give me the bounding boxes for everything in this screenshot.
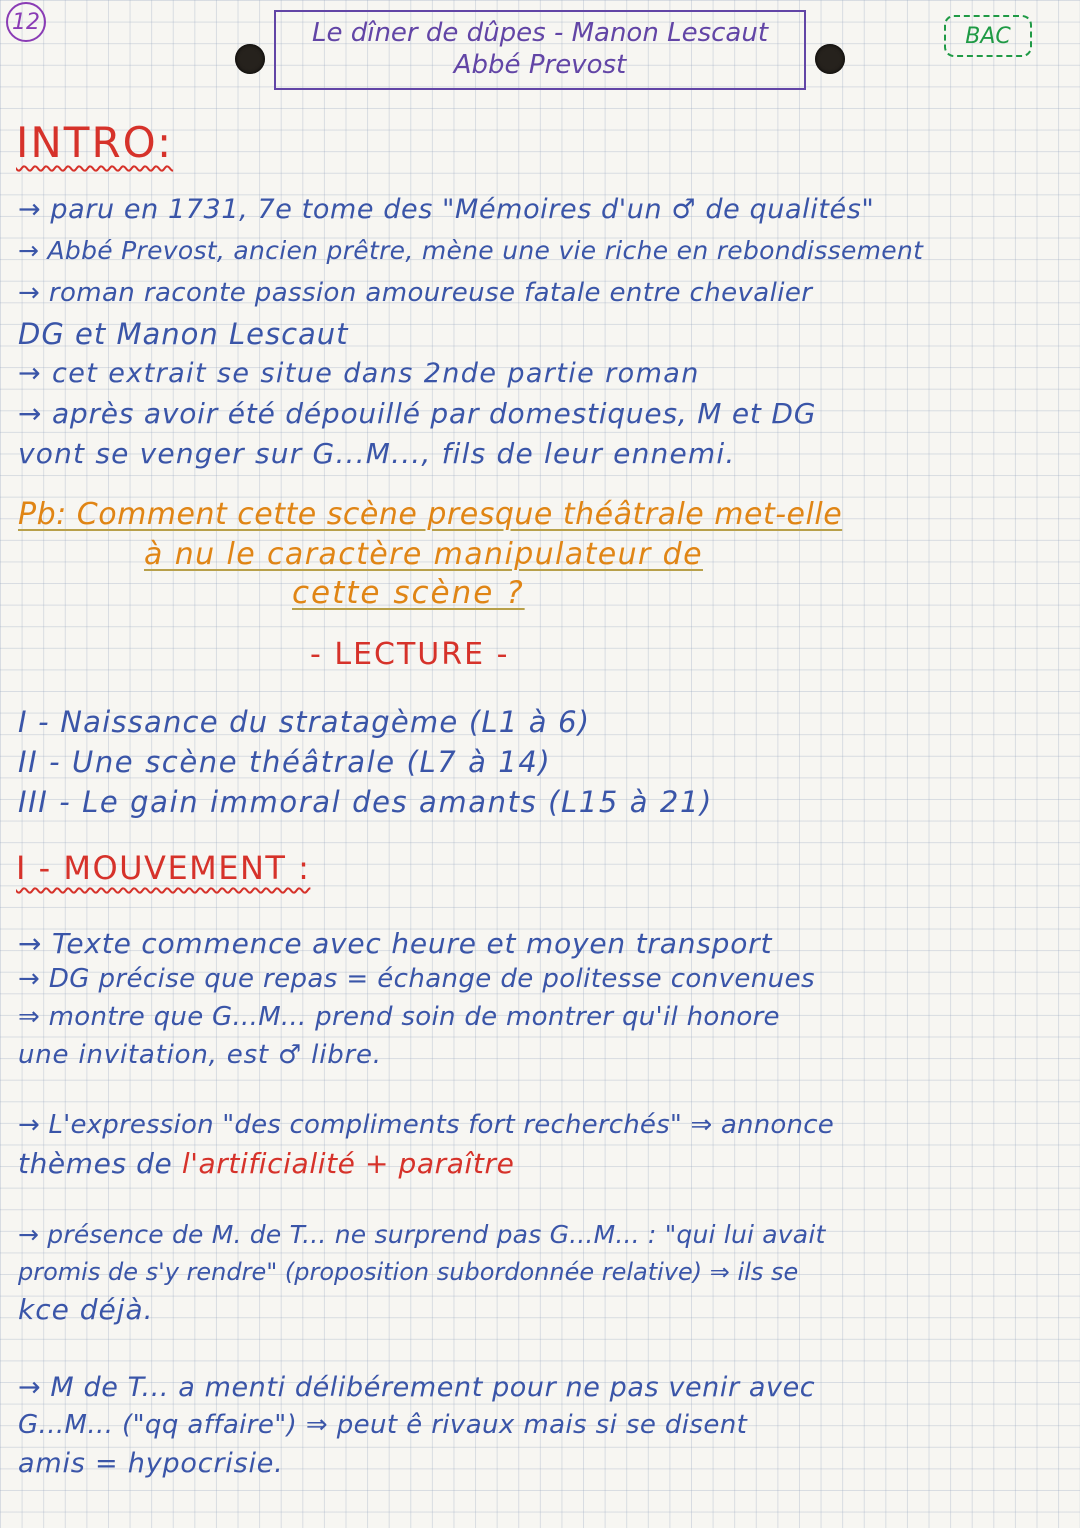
movement-line-1: → Texte commence avec heure et moyen transport — [18, 927, 773, 960]
intro-heading: INTRO: — [16, 118, 174, 167]
reading-label: - LECTURE - — [310, 637, 510, 672]
intro-line-1: → paru en 1731, 7e tome des "Mémoires d'un ♂ de qualités" — [18, 194, 875, 225]
movement-presence-line-3: kce déjà. — [18, 1293, 154, 1326]
movement-presence-line-2: promis de s'y rendre" (proposition subordonnée relative) ⇒ ils se — [18, 1258, 799, 1286]
title-line-1: Le dîner de dûpes - Manon Lescaut — [311, 18, 769, 48]
intro-line-6: → après avoir été dépouillé par domestiques, M et DG — [18, 397, 817, 430]
bac-badge-label: BAC — [965, 23, 1011, 49]
title-box — [274, 10, 806, 90]
intro-line-4: DG et Manon Lescaut — [18, 317, 349, 351]
binder-hole-right — [815, 44, 845, 74]
movement-expression-line-1: → L'expression "des compliments fort recherchés" ⇒ annonce — [18, 1110, 834, 1140]
movement-expression-prefix: thèmes de — [18, 1147, 182, 1180]
problematic-line-2: à nu le caractère manipulateur de — [144, 537, 703, 572]
movement-presence-line-1: → présence de M. de T... ne surprend pas G...M... : "qui lui avait — [18, 1220, 826, 1249]
intro-line-3: → roman raconte passion amoureuse fatale entre chevalier — [18, 278, 813, 308]
movement-line-3: ⇒ montre que G...M... prend soin de montrer qu'il honore — [18, 1002, 780, 1032]
plan-item-3: III - Le gain immoral des amants (L15 à 21) — [18, 785, 713, 819]
bac-badge — [944, 15, 1032, 57]
movement-lie-line-3: amis = hypocrisie. — [18, 1448, 284, 1479]
binder-hole-left — [235, 44, 265, 74]
problematic-line-1: Pb: Comment cette scène presque théâtrale met-elle — [18, 497, 843, 532]
intro-line-2: → Abbé Prevost, ancien prêtre, mène une vie riche en rebondissement — [18, 236, 924, 265]
movement-expression-highlight: l'artificialité + paraître — [181, 1147, 515, 1180]
movement-lie-line-2: G...M... ("qq affaire") ⇒ peut ê rivaux mais si se disent — [18, 1410, 748, 1440]
movement-expression-line-2 — [18, 1147, 515, 1180]
plan-item-2: II - Une scène théâtrale (L7 à 14) — [18, 745, 552, 779]
note-number-circle — [6, 2, 46, 42]
note-number: 12 — [12, 9, 40, 35]
movement-lie-line-1: → M de T... a menti délibérement pour ne pas venir avec — [18, 1372, 816, 1403]
movement-line-4: une invitation, est ♂ libre. — [18, 1040, 382, 1070]
intro-line-7: vont se venger sur G...M..., fils de leur ennemi. — [18, 437, 736, 470]
movement-line-2: → DG précise que repas = échange de politesse convenues — [18, 964, 815, 994]
movement-heading: I - MOUVEMENT : — [16, 849, 311, 887]
plan-item-1: I - Naissance du stratagème (L1 à 6) — [18, 705, 591, 739]
title-line-2: Abbé Prevost — [453, 49, 627, 80]
problematic-line-3: cette scène ? — [292, 575, 525, 611]
intro-line-5: → cet extrait se situe dans 2nde partie roman — [18, 358, 700, 389]
